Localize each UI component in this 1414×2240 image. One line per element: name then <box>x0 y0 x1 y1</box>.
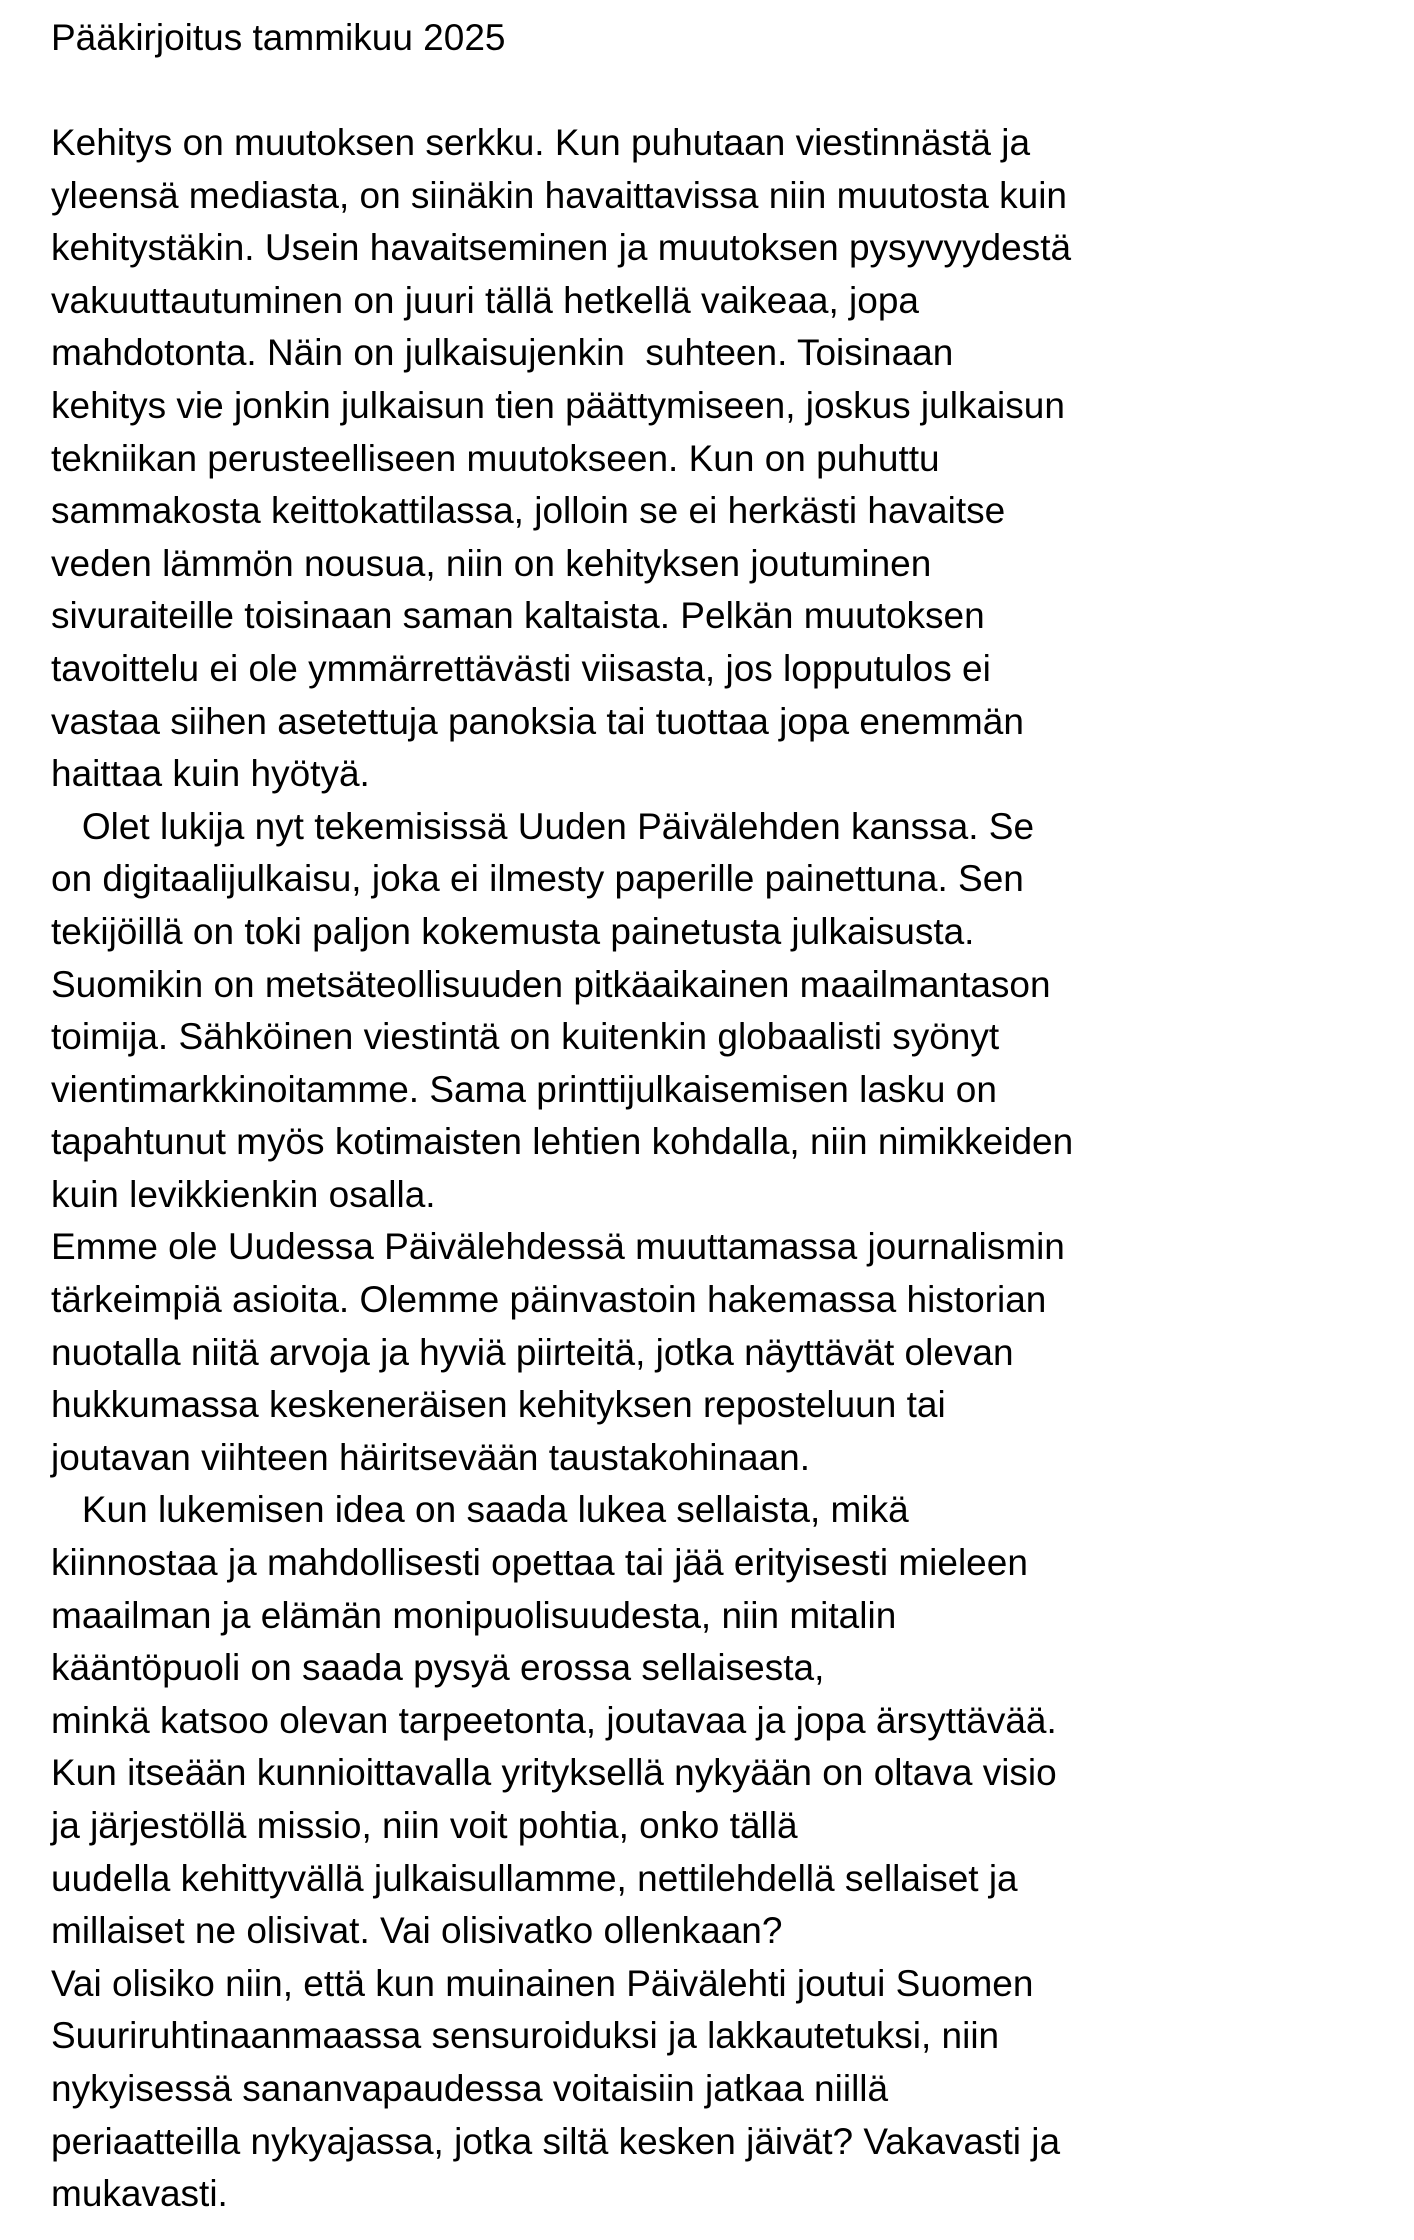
body-text-line: tärkeimpiä asioita. Olemme päinvastoin hakemassa historian <box>51 1279 1047 1321</box>
body-text-line: yleensä mediasta, on siinäkin havaittavissa niin muutosta kuin <box>51 174 1068 216</box>
body-text-line: nuotalla niitä arvoja ja hyviä piirteitä, jotka näyttävät olevan <box>51 1331 1014 1373</box>
document-body <box>51 117 1391 2221</box>
body-text-line: mukavasti. <box>51 2173 228 2215</box>
body-text-line: minkä katsoo olevan tarpeetonta, joutavaa ja jopa ärsyttävää. <box>51 1699 1057 1741</box>
body-text-line: Vai olisiko niin, että kun muinainen Päivälehti joutui Suomen <box>51 1962 1034 2004</box>
body-text-line: vientimarkkinoitamme. Sama printtijulkaisemisen lasku on <box>51 1068 997 1110</box>
body-text-line: ja järjestöllä missio, niin voit pohtia, onko tällä <box>51 1805 798 1846</box>
body-text-line: tekniikan perusteelliseen muutokseen. Kun on puhuttu <box>51 437 940 479</box>
body-text-line: millaiset ne olisivat. Vai olisivatko ollenkaan? <box>51 1910 783 1952</box>
body-text-line: sammakosta keittokattilassa, jolloin se ei herkästi havaitse <box>51 490 1006 532</box>
body-text-line: Kun lukemisen idea on saada lukea sellaista, mikä <box>51 1489 909 1531</box>
body-text-line: Emme ole Uudessa Päivälehdessä muuttamassa journalismin <box>51 1226 1065 1268</box>
body-text-line: on digitaalijulkaisu, joka ei ilmesty paperille painettuna. Sen <box>51 858 1024 900</box>
body-text-line: joutavan viihteen häiritsevään taustakohinaan. <box>51 1436 811 1478</box>
body-text-line: Kun itseään kunnioittavalla yrityksellä nykyään on oltava visio <box>51 1752 1057 1794</box>
body-text-line: kääntöpuoli on saada pysyä erossa sellaisesta, <box>51 1647 825 1689</box>
body-text-line: hukkumassa keskeneräisen kehityksen reposteluun tai <box>51 1384 946 1426</box>
body-text-line: Kehitys on muutoksen serkku. Kun puhutaan viestinnästä ja <box>51 122 1031 163</box>
body-text-line: periaatteilla nykyajassa, jotka siltä kesken jäivät? Vakavasti ja <box>51 2120 1061 2162</box>
body-text-line: kiinnostaa ja mahdollisesti opettaa tai jää erityisesti mieleen <box>51 1542 1028 1584</box>
body-text-line: haittaa kuin hyötyä. <box>51 753 370 795</box>
body-text-line: tavoittelu ei ole ymmärrettävästi viisasta, jos lopputulos ei <box>51 647 991 689</box>
body-text-line: Suuriruhtinaanmaassa sensuroiduksi ja lakkautetuksi, niin <box>51 2015 1000 2057</box>
body-text-line: sivuraiteille toisinaan saman kaltaista. Pelkän muutoksen <box>51 595 985 637</box>
body-text-line: maailman ja elämän monipuolisuudesta, niin mitalin <box>51 1594 897 1636</box>
body-text-line: vastaa siihen asetettuja panoksia tai tuottaa jopa enemmän <box>51 700 1024 742</box>
body-text-line: kuin levikkienkin osalla. <box>51 1173 436 1215</box>
body-text-line: Olet lukija nyt tekemisissä Uuden Päivälehden kanssa. Se <box>51 805 1035 847</box>
body-text-line: toimija. Sähköinen viestintä on kuitenkin globaalisti syönyt <box>51 1016 1000 1058</box>
body-text-line: nykyisessä sananvapaudessa voitaisiin jatkaa niillä <box>51 2067 889 2109</box>
body-text-line: kehitys vie jonkin julkaisun tien päättymiseen, joskus julkaisun <box>51 384 1065 426</box>
body-text-line: uudella kehittyvällä julkaisullamme, nettilehdellä sellaiset ja <box>51 1857 1018 1899</box>
document-title: Pääkirjoitus tammikuu 2025 <box>51 17 506 58</box>
body-text-line: tapahtunut myös kotimaisten lehtien kohdalla, niin nimikkeiden <box>51 1121 1074 1163</box>
body-text-line: tekijöillä on toki paljon kokemusta painetusta julkaisusta. <box>51 910 975 952</box>
body-text-line: veden lämmön nousua, niin on kehityksen joutuminen <box>51 542 932 584</box>
body-text-line: mahdotonta. Näin on julkaisujenkin suhteen. Toisinaan <box>51 332 954 374</box>
body-text-line: kehitystäkin. Usein havaitseminen ja muutoksen pysyvyydestä <box>51 227 1072 269</box>
body-text-line: Suomikin on metsäteollisuuden pitkäaikainen maailmantason <box>51 963 1051 1005</box>
body-text-line: vakuuttautuminen on juuri tällä hetkellä vaikeaa, jopa <box>51 279 920 321</box>
